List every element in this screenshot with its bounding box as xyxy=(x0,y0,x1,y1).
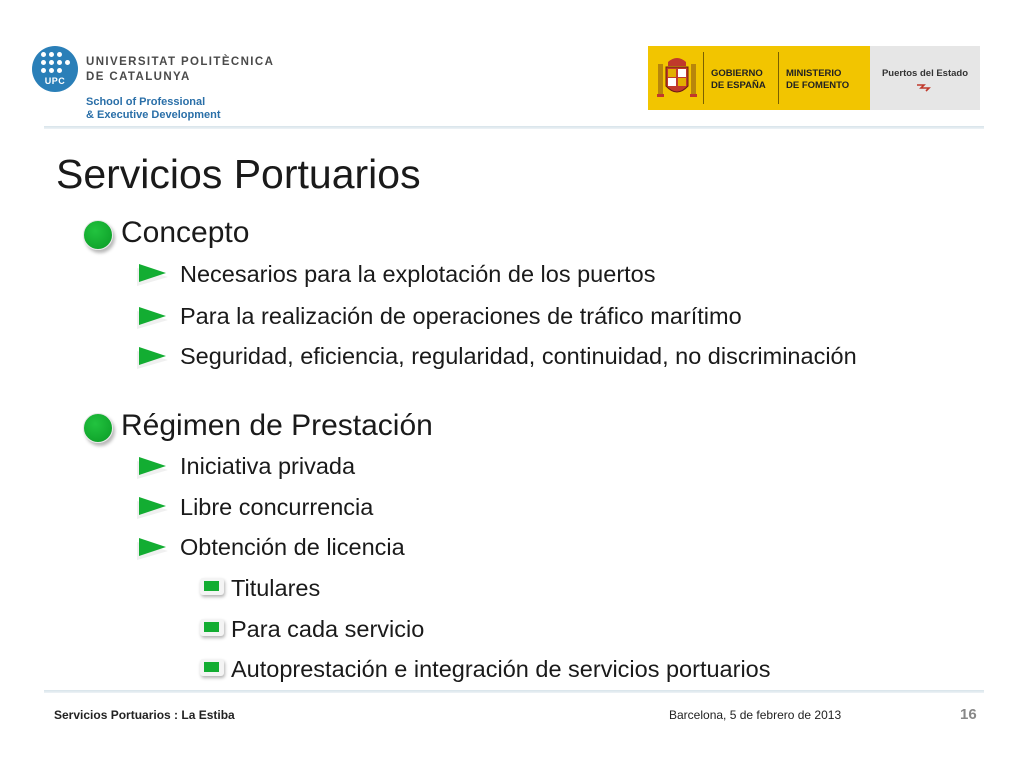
green-arrow-bullet-icon xyxy=(134,262,170,288)
coat-of-arms-icon xyxy=(656,54,698,102)
gov-text xyxy=(711,68,766,92)
upc-dots-icon xyxy=(41,52,69,76)
footer-date: Barcelona, 5 de febrero de 2013 xyxy=(669,708,842,722)
list-item: Libre concurrencia xyxy=(180,494,374,520)
sub-list-item: Para cada servicio xyxy=(231,616,425,642)
school-line-2: & Executive Development xyxy=(86,109,221,121)
list-item: Para la realización de operaciones de tráfico marítimo xyxy=(180,303,742,329)
header-divider xyxy=(44,126,984,129)
gov-line-2: DE ESPAÑA xyxy=(711,80,766,91)
list-item: Iniciativa privada xyxy=(180,453,356,479)
ministry-divider xyxy=(778,52,779,104)
ports-authority-name: Puertos del Estado xyxy=(881,68,969,79)
gov-line-1: GOBIERNO xyxy=(711,68,763,79)
green-arrow-bullet-icon xyxy=(134,305,170,331)
page-number: 16 xyxy=(960,706,977,723)
sub-list-item: Autoprestación e integración de servicios portuarios xyxy=(231,656,771,682)
university-line-1: UNIVERSITAT POLITÈCNICA xyxy=(86,56,275,68)
section-heading-regimen: Régimen de Prestación xyxy=(121,409,433,442)
school-name xyxy=(86,96,221,122)
footer-divider xyxy=(44,690,984,693)
ministry-line-1: MINISTERIO xyxy=(786,68,842,79)
slide-title: Servicios Portuarios xyxy=(56,151,421,197)
government-logo-block xyxy=(648,46,980,110)
ministry-line-2: DE FOMENTO xyxy=(786,80,850,91)
ports-authority-logo xyxy=(870,46,980,110)
green-arrow-bullet-icon xyxy=(134,455,170,481)
ministry-text xyxy=(786,68,849,92)
school-line-1: School of Professional xyxy=(86,96,206,108)
footer-presentation-title: Servicios Portuarios : La Estiba xyxy=(54,708,235,722)
green-square-bullet-icon xyxy=(200,619,224,636)
green-arrow-bullet-icon xyxy=(134,495,170,521)
government-banner xyxy=(648,46,870,110)
green-circle-bullet-icon xyxy=(83,413,113,443)
upc-abbrev: UPC xyxy=(44,76,66,86)
list-item: Necesarios para la explotación de los puertos xyxy=(180,261,656,287)
green-circle-bullet-icon xyxy=(83,220,113,250)
green-square-bullet-icon xyxy=(200,578,224,595)
upc-logo xyxy=(32,46,78,92)
list-item: Seguridad, eficiencia, regularidad, continuidad, no discriminación xyxy=(180,343,857,369)
green-square-bullet-icon xyxy=(200,659,224,676)
green-arrow-bullet-icon xyxy=(134,345,170,371)
section-heading-concepto: Concepto xyxy=(121,216,250,249)
university-line-2: DE CATALUNYA xyxy=(86,71,191,83)
list-item: Obtención de licencia xyxy=(180,534,405,560)
sub-list-item: Titulares xyxy=(231,575,321,601)
ports-wave-icon xyxy=(916,82,934,92)
green-arrow-bullet-icon xyxy=(134,536,170,562)
university-name xyxy=(86,55,274,85)
gov-divider xyxy=(703,52,704,104)
